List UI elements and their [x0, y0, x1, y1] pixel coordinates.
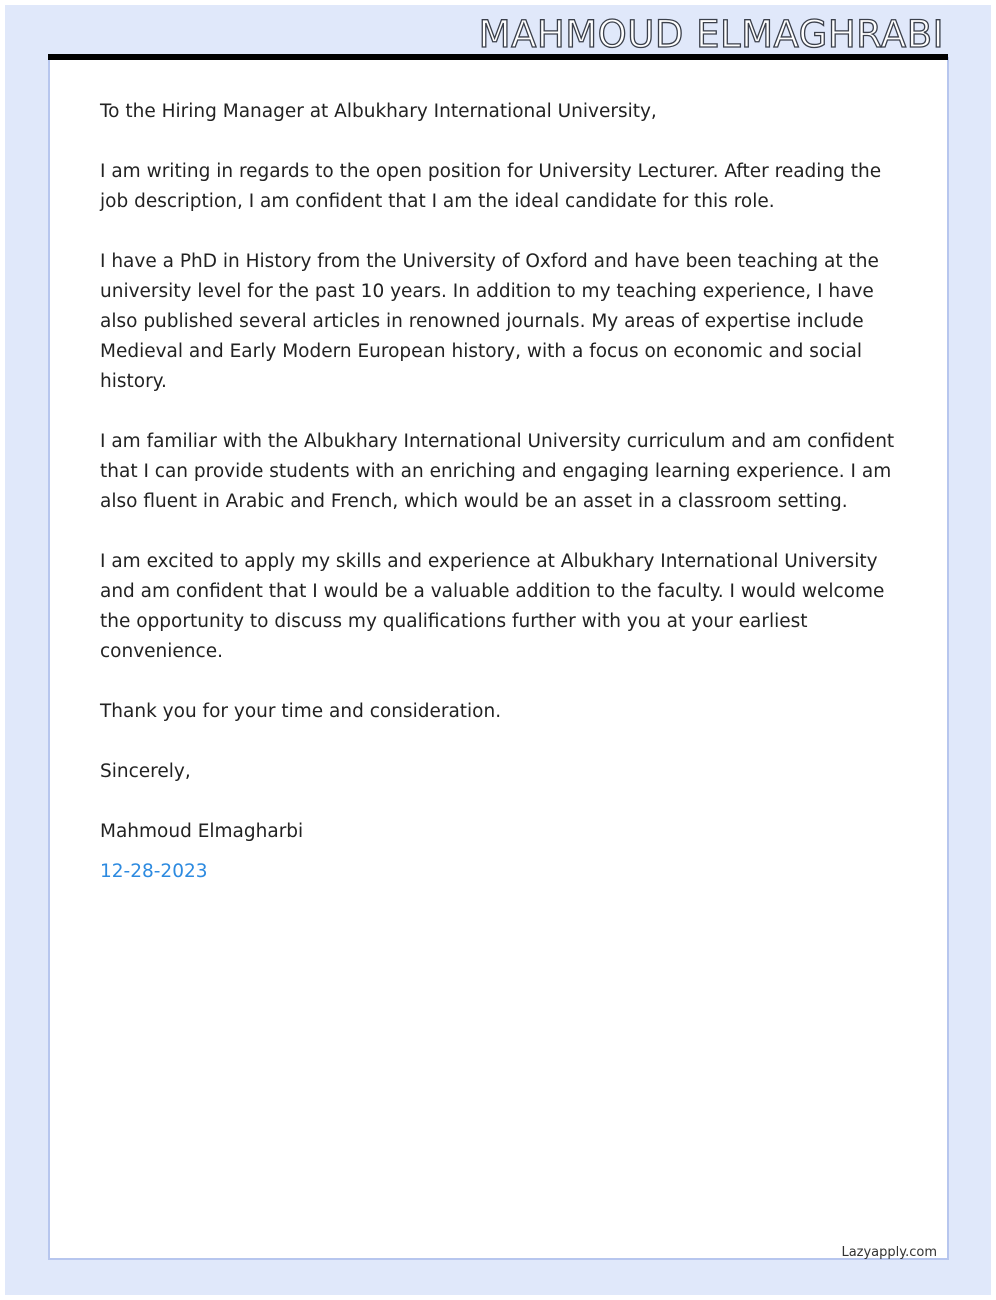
footer-brand: Lazyapply.com [841, 1245, 937, 1260]
paragraph-curriculum: I am familiar with the Albukhary International University curriculum and am confident that I can provide students with an enriching and engaging learning experience. I am also fluent in Arabic and French, which would be an asset in a classroom setting. [100, 431, 895, 512]
applicant-name: MAHMOUD ELMAGHRABI [478, 13, 944, 56]
salutation: To the Hiring Manager at Albukhary International University, [100, 101, 657, 122]
signature: Mahmoud Elmagharbi [100, 821, 304, 842]
letter-body [100, 97, 900, 917]
paragraph-intro: I am writing in regards to the open position for University Lecturer. After reading the job description, I am confident that I am the ideal candidate for this role. [100, 161, 882, 212]
paragraph-thanks: Thank you for your time and consideration. [100, 701, 502, 722]
closing: Sincerely, [100, 761, 191, 782]
letter-date: 12-28-2023 [100, 861, 208, 882]
paragraph-qualifications: I have a PhD in History from the University of Oxford and have been teaching at the university level for the past 10 years. In addition to my teaching experience, I have also published several articles in renowned journals. My areas of expertise include Medieval and Early Modern European history, with a focus on economic and social history. [100, 251, 879, 392]
paragraph-closing-pitch: I am excited to apply my skills and experience at Albukhary International University and am confident that I would be a valuable addition to the faculty. I would welcome the opportunity to discuss my qualifications further with you at your earliest convenience. [100, 551, 885, 662]
